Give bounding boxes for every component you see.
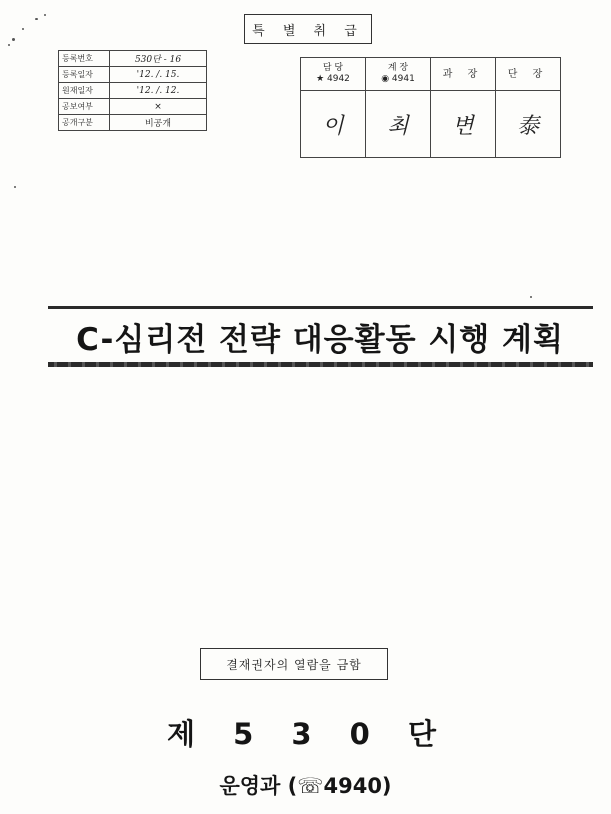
approval-title: 단 장 — [496, 58, 561, 91]
registration-value: 530단 - 16 — [110, 51, 207, 67]
registration-row — [59, 51, 207, 67]
approval-title: 계 장 — [387, 63, 409, 73]
document-title: C-심리전 전략 대응활동 시행 계획 — [76, 322, 564, 358]
approval-extension: ◉ 4941 — [381, 74, 415, 84]
approval-header-cell — [301, 58, 366, 91]
registration-value: '12. /. 15. — [110, 67, 207, 83]
registration-table — [58, 50, 207, 131]
approval-title: 담 당 — [322, 63, 344, 73]
title-bottom-rule — [48, 362, 593, 367]
registration-value: × — [110, 99, 207, 115]
approval-table — [300, 57, 561, 158]
registration-row — [59, 99, 207, 115]
approval-header-row — [301, 58, 561, 91]
registration-value: 비공개 — [110, 115, 207, 131]
approval-signature-row — [301, 91, 561, 158]
approval-header-cell — [366, 58, 431, 91]
registration-label: 등록일자 — [59, 67, 110, 83]
scan-speck — [35, 18, 38, 20]
scan-speck — [14, 186, 16, 188]
approval-extension: ★ 4942 — [316, 74, 350, 84]
registration-row — [59, 115, 207, 131]
scan-speck — [22, 28, 24, 30]
restriction-stamp: 결재권자의 열람을 금함 — [200, 648, 388, 680]
approval-title: 과 장 — [431, 58, 496, 91]
scan-speck — [530, 296, 532, 298]
scan-speck — [12, 38, 15, 41]
signature-director: 泰 — [496, 91, 561, 158]
unit-name: 제 5 3 0 단 — [167, 717, 450, 751]
registration-row — [59, 83, 207, 99]
registration-row — [59, 67, 207, 83]
registration-label: 공개구분 — [59, 115, 110, 131]
registration-label: 공보여부 — [59, 99, 110, 115]
registration-label: 원재일자 — [59, 83, 110, 99]
scan-speck — [44, 14, 46, 16]
registration-value: '12. /. 12. — [110, 83, 207, 99]
scan-speck — [8, 44, 10, 46]
title-top-rule — [48, 306, 593, 309]
registration-label: 등록번호 — [59, 51, 110, 67]
signature-chief: 최 — [366, 91, 431, 158]
section-name: 운영과 (☏4940) — [219, 774, 392, 798]
special-handling-stamp: 특 별 취 급 — [244, 14, 372, 44]
signature-manager: 변 — [431, 91, 496, 158]
signature-charge: 이 — [301, 91, 366, 158]
